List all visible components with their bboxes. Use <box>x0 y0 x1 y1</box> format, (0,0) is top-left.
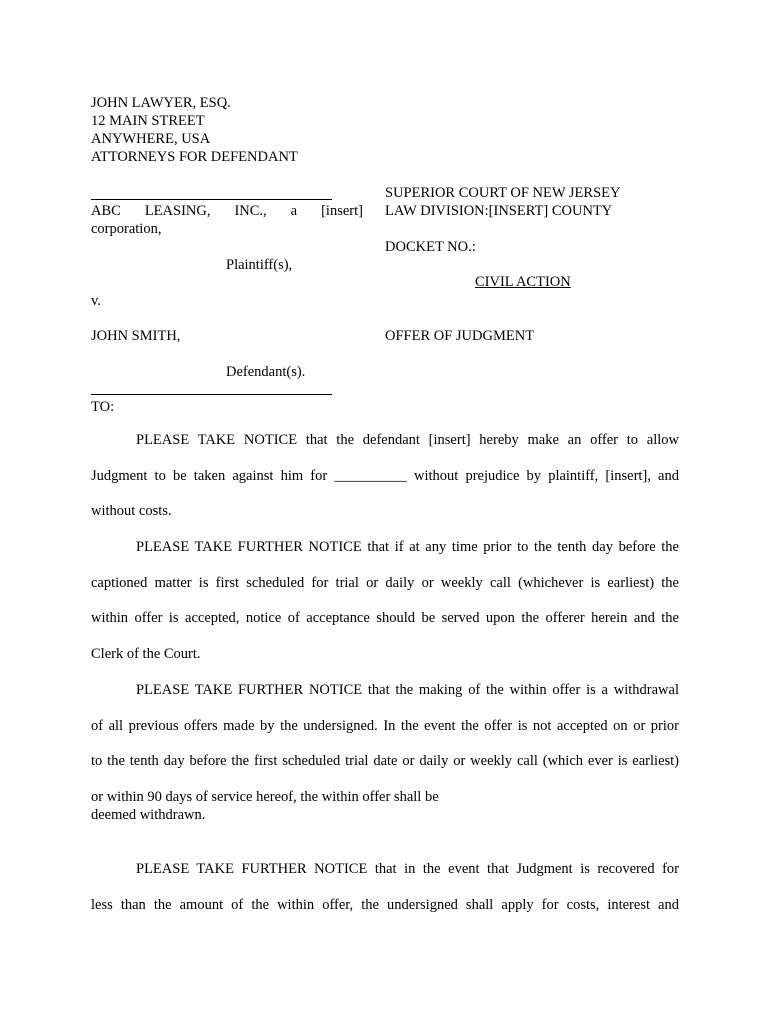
text-line: PLEASE TAKE NOTICE that the defendant [insert] hereby make an offer to allow <box>136 432 679 448</box>
attorney-role: ATTORNEYS FOR DEFENDANT <box>91 149 298 165</box>
court-division: LAW DIVISION:[INSERT] COUNTY <box>385 203 613 219</box>
plaintiff-word: ABC <box>91 203 121 219</box>
attorney-city: ANYWHERE, USA <box>91 131 211 147</box>
text-line: of all previous offers made by the undersigned. In the event the offer is not accepted on or prior <box>91 717 679 734</box>
paragraph-2 <box>91 530 679 672</box>
text-line: PLEASE TAKE FURTHER NOTICE that if at any time prior to the tenth day before the <box>136 539 679 555</box>
text-line: less than the amount of the within offer, the undersigned shall apply for costs, interest and <box>91 896 679 913</box>
versus-label: v. <box>91 293 101 309</box>
defendant-name: JOHN SMITH, <box>91 328 181 344</box>
to-label: TO: <box>91 399 115 415</box>
text-line: or within 90 days of service hereof, the within offer shall be <box>91 788 439 805</box>
text-line: without costs. <box>91 503 172 520</box>
text-line: Judgment to be taken against him for __________ without prejudice by plaintiff, [insert], and <box>91 467 679 484</box>
plaintiff-word: [insert] <box>321 203 363 219</box>
text-line: within offer is accepted, notice of acceptance should be served upon the offerer herein and the <box>91 610 679 627</box>
plaintiff-label: Plaintiff(s), <box>226 257 293 273</box>
caption-top-rule <box>91 199 332 200</box>
defendant-label: Defendant(s). <box>226 364 306 380</box>
court-name: SUPERIOR COURT OF NEW JERSEY <box>385 185 621 201</box>
caption-bottom-rule <box>91 394 332 395</box>
text-line: Clerk of the Court. <box>91 645 201 662</box>
plaintiff-word: LEASING, <box>144 203 211 219</box>
document-title: OFFER OF JUDGMENT <box>385 328 535 344</box>
attorney-street: 12 MAIN STREET <box>91 113 205 129</box>
text-line: to the tenth day before the first scheduled trial date or daily or weekly call (which ever is earliest) <box>91 753 679 770</box>
text-line: PLEASE TAKE FURTHER NOTICE that the making of the within offer is a withdrawal <box>136 682 679 698</box>
paragraph-4 <box>91 852 679 923</box>
plaintiff-name-line2: corporation, <box>91 221 162 237</box>
paragraph-3 <box>91 673 679 833</box>
attorney-name: JOHN LAWYER, ESQ. <box>91 95 231 111</box>
text-line: captioned matter is first scheduled for trial or daily or weekly call (whichever is earliest) the <box>91 574 679 591</box>
plaintiff-word: a <box>290 203 298 219</box>
text-line: deemed withdrawn. <box>91 806 206 823</box>
plaintiff-name-line <box>91 202 363 220</box>
paragraph-1 <box>91 423 679 530</box>
civil-action-heading: CIVIL ACTION <box>475 274 571 290</box>
docket-number: DOCKET NO.: <box>385 239 476 255</box>
plaintiff-word: INC., <box>234 203 267 219</box>
text-line: PLEASE TAKE FURTHER NOTICE that in the event that Judgment is recovered for <box>136 861 679 877</box>
